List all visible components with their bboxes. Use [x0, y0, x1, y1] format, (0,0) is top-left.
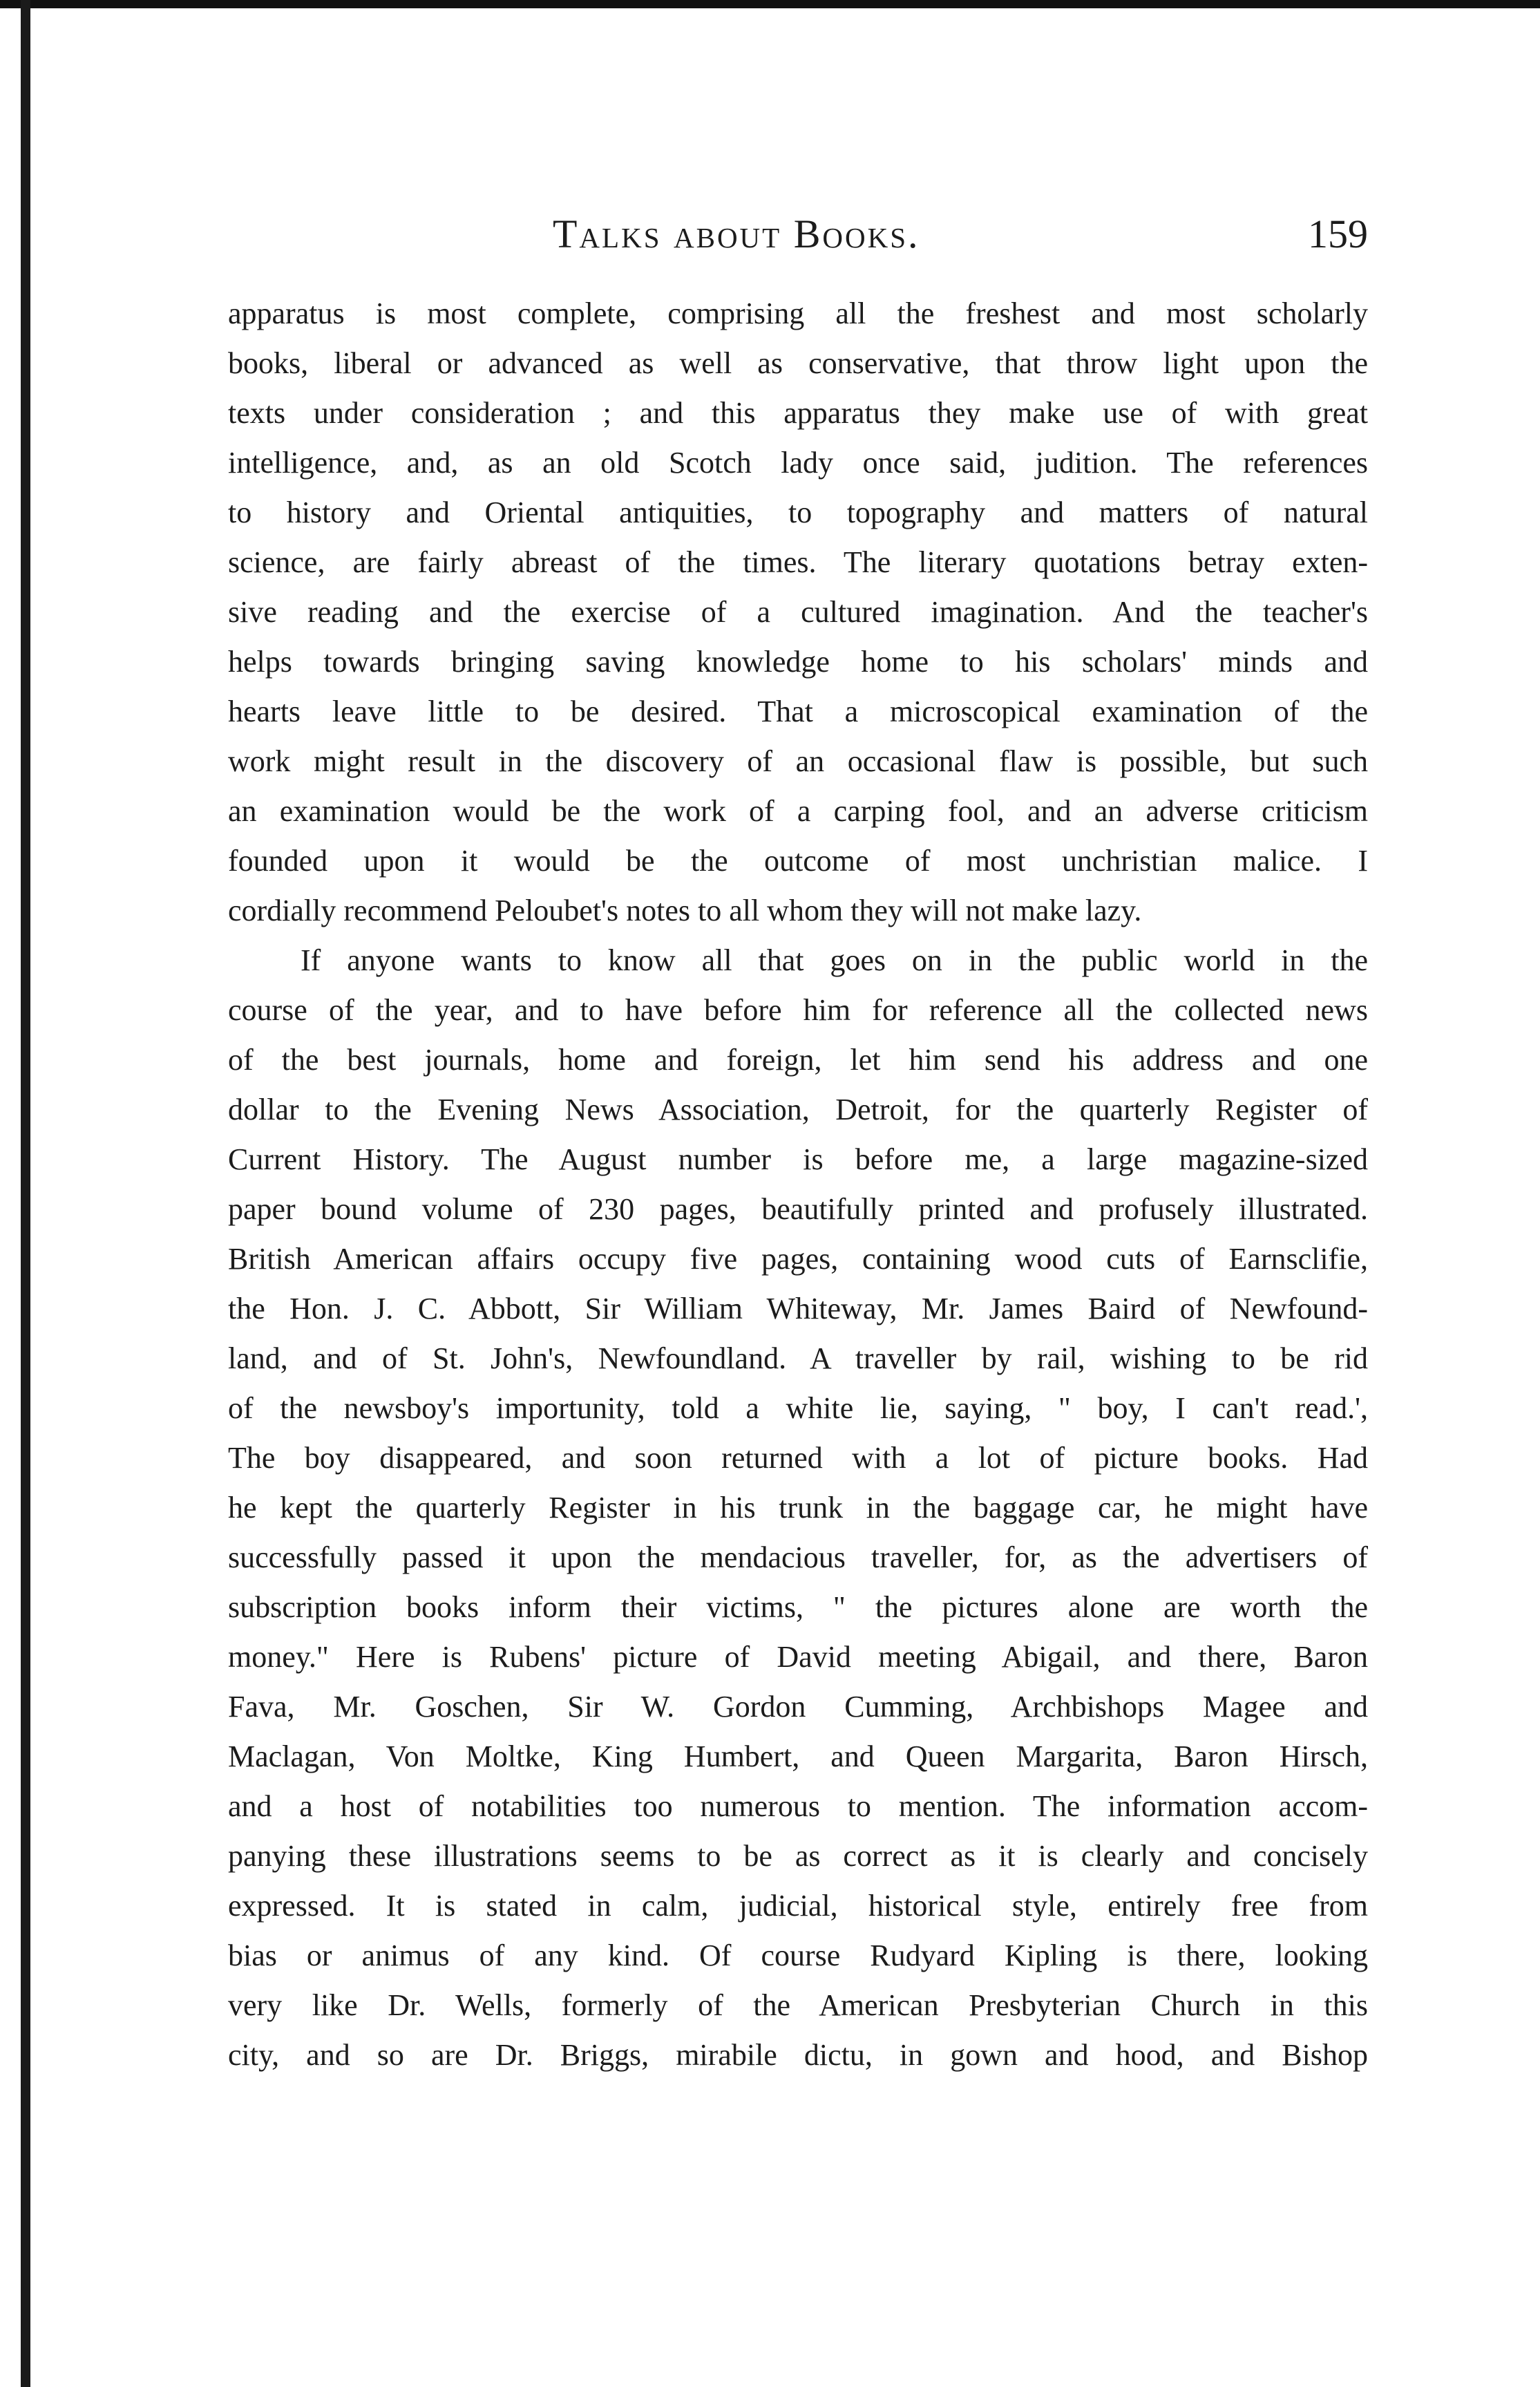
text-line: hearts leave little to be desired. That a microscopical examination of the: [228, 695, 1368, 728]
text-line: he kept the quarterly Register in his trunk in the baggage car, he might have: [228, 1491, 1368, 1525]
text-line: the Hon. J. C. Abbott, Sir William Whiteway, Mr. James Baird of Newfound-: [228, 1292, 1368, 1325]
text-line: dollar to the Evening News Association, Detroit, for the quarterly Register of: [228, 1093, 1368, 1126]
text-line: successfully passed it upon the mendacious traveller, for, as the advertisers of: [228, 1540, 1368, 1574]
text-line: land, and of St. John's, Newfoundland. A traveller by rail, wishing to be rid: [228, 1341, 1368, 1375]
body-text: [228, 289, 1368, 2080]
text-line: subscription books inform their victims, " the pictures alone are worth the: [228, 1590, 1368, 1624]
text-line: paper bound volume of 230 pages, beautifully printed and profusely illustrated.: [228, 1192, 1368, 1226]
text-line: intelligence, and, as an old Scotch lady once said, judition. The references: [228, 446, 1368, 480]
left-border-rule: [21, 0, 30, 2387]
text-line: British American affairs occupy five pages, containing wood cuts of Earnsclifie,: [228, 1242, 1368, 1276]
text-line: work might result in the discovery of an occasional flaw is possible, but such: [228, 744, 1368, 778]
text-line: very like Dr. Wells, formerly of the American Presbyterian Church in this: [228, 1988, 1368, 2022]
text-line: to history and Oriental antiquities, to topography and matters of natural: [228, 496, 1368, 529]
running-head: Talks about Books.: [553, 211, 920, 256]
text-line: course of the year, and to have before him for reference all the collected news: [228, 993, 1368, 1027]
text-line: apparatus is most complete, comprising all the freshest and most scholarly: [228, 296, 1368, 330]
page-number: 159: [1308, 211, 1368, 256]
text-line: and a host of notabilities too numerous to mention. The information accom-: [228, 1789, 1368, 1823]
text-line: Maclagan, Von Moltke, King Humbert, and Queen Margarita, Baron Hirsch,: [228, 1739, 1368, 1773]
text-line: money." Here is Rubens' picture of David meeting Abigail, and there, Baron: [228, 1640, 1368, 1674]
text-line: sive reading and the exercise of a cultured imagination. And the teacher's: [228, 595, 1368, 629]
page-header: [228, 211, 1368, 266]
text-line: science, are fairly abreast of the times. The literary quotations betray exten-: [228, 545, 1368, 579]
top-border-rule: [0, 0, 1540, 8]
text-line: texts under consideration ; and this apparatus they make use of with great: [228, 396, 1368, 430]
text-line: of the best journals, home and foreign, let him send his address and one: [228, 1043, 1368, 1077]
text-line: Current History. The August number is before me, a large magazine-sized: [228, 1142, 1368, 1176]
text-line: expressed. It is stated in calm, judicial, historical style, entirely free from: [228, 1889, 1368, 1923]
text-line: of the newsboy's importunity, told a white lie, saying, " boy, I can't read.',: [228, 1391, 1368, 1425]
text-line: books, liberal or advanced as well as conservative, that throw light upon the: [228, 346, 1368, 380]
text-line: founded upon it would be the outcome of most unchristian malice. I: [228, 844, 1368, 878]
text-line-paragraph-start: If anyone wants to know all that goes on in the public world in the: [301, 943, 1368, 977]
text-line: The boy disappeared, and soon returned with a lot of picture books. Had: [228, 1441, 1368, 1475]
text-line: city, and so are Dr. Briggs, mirabile dictu, in gown and hood, and Bishop: [228, 2038, 1368, 2072]
text-line: an examination would be the work of a carping fool, and an adverse criticism: [228, 794, 1368, 828]
text-line: bias or animus of any kind. Of course Rudyard Kipling is there, looking: [228, 1938, 1368, 1972]
text-line: panying these illustrations seems to be as correct as it is clearly and concisely: [228, 1839, 1368, 1873]
text-line: helps towards bringing saving knowledge home to his scholars' minds and: [228, 645, 1368, 679]
text-line: Fava, Mr. Goschen, Sir W. Gordon Cumming, Archbishops Magee and: [228, 1690, 1368, 1724]
text-line: cordially recommend Peloubet's notes to all whom they will not make lazy.: [228, 894, 1142, 927]
